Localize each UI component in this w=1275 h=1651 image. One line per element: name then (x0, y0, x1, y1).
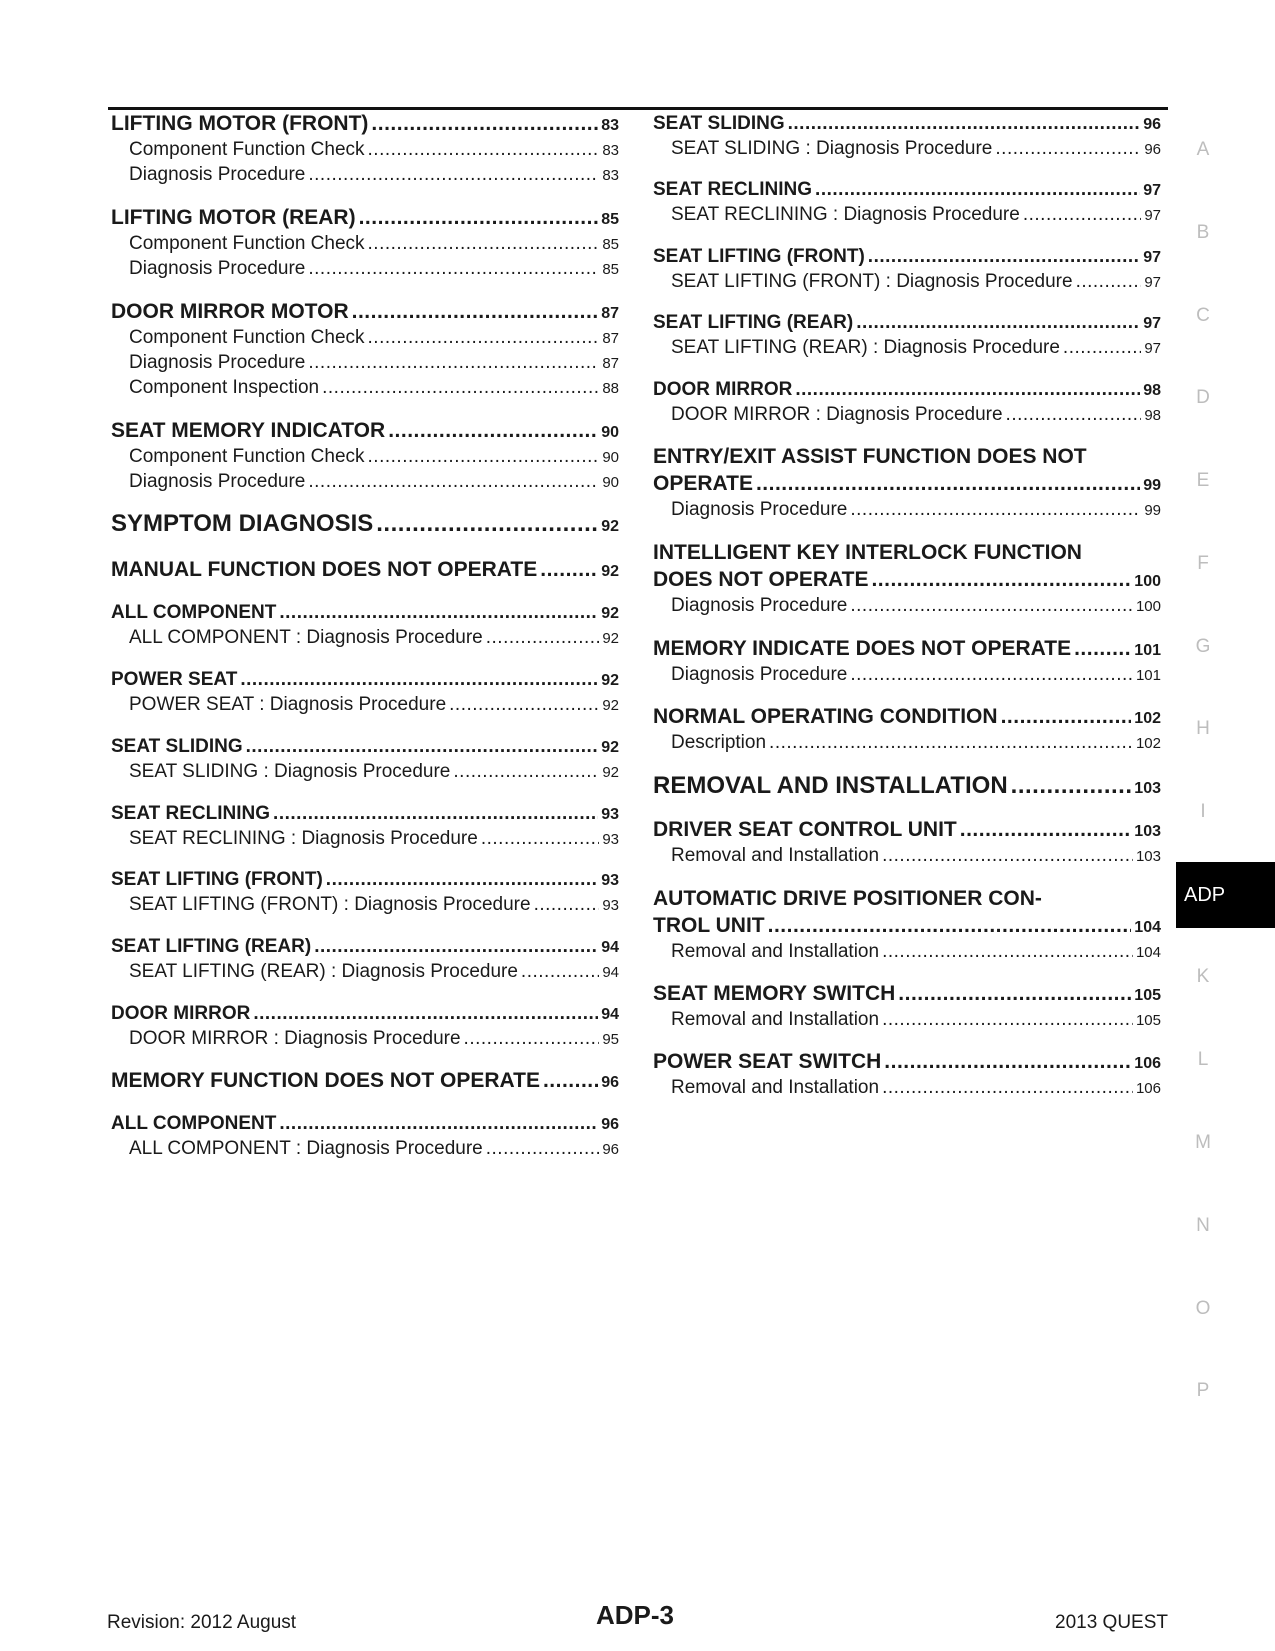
footer-model: 2013 QUEST (1055, 1612, 1168, 1633)
toc-entry[interactable]: DOOR MIRROR ..... 98 (653, 379, 1161, 401)
toc-subentry[interactable]: SEAT LIFTING (FRONT) : Diagnosis Procedure ..... 93 (111, 894, 619, 916)
toc-entry[interactable]: TROL UNIT ..... 104 (653, 914, 1161, 938)
toc-subentry[interactable]: SEAT LIFTING (REAR) : Diagnosis Procedure ..... 94 (111, 961, 619, 983)
side-index-letter[interactable]: A (1196, 139, 1210, 160)
side-index-letter[interactable]: F (1197, 553, 1209, 574)
toc-subentry[interactable]: Removal and Installation ..... 105 (653, 1009, 1161, 1031)
toc-subentry[interactable]: Removal and Installation ..... 106 (653, 1077, 1161, 1099)
toc-subentry[interactable]: SEAT LIFTING (FRONT) : Diagnosis Procedure ..... 97 (653, 271, 1161, 293)
side-index-letter[interactable]: P (1196, 1380, 1210, 1401)
toc-subentry[interactable]: Removal and Installation ..... 103 (653, 845, 1161, 867)
side-index-letter[interactable]: B (1196, 222, 1210, 243)
toc-subentry[interactable]: Diagnosis Procedure ..... 85 (111, 258, 619, 280)
toc-entry[interactable]: OPERATE ..... 99 (653, 472, 1161, 496)
toc-entry[interactable]: MEMORY FUNCTION DOES NOT OPERATE ..... 96 (111, 1069, 619, 1093)
toc-subentry[interactable]: Component Function Check ..... 90 (111, 446, 619, 468)
side-index-letter[interactable]: H (1196, 718, 1210, 739)
toc-subentry[interactable]: Component Function Check ..... 87 (111, 327, 619, 349)
toc-subentry[interactable]: Diagnosis Procedure ..... 87 (111, 352, 619, 374)
toc-subentry[interactable]: Description ..... 102 (653, 732, 1161, 754)
toc-entry[interactable]: LIFTING MOTOR (FRONT) ..... 83 (111, 112, 619, 136)
toc-entry[interactable]: SEAT MEMORY INDICATOR ..... 90 (111, 419, 619, 443)
toc-subentry[interactable]: Diagnosis Procedure ..... 100 (653, 595, 1161, 617)
toc-entry[interactable]: MANUAL FUNCTION DOES NOT OPERATE ..... 92 (111, 558, 619, 582)
toc-subentry[interactable]: Removal and Installation ..... 104 (653, 941, 1161, 963)
toc-entry[interactable]: POWER SEAT ..... 92 (111, 669, 619, 691)
toc-entry[interactable]: SEAT LIFTING (REAR) ..... 97 (653, 312, 1161, 334)
toc-entry[interactable]: NORMAL OPERATING CONDITION ..... 102 (653, 705, 1161, 729)
toc-subentry[interactable]: Diagnosis Procedure ..... 99 (653, 499, 1161, 521)
toc-subentry[interactable]: SEAT LIFTING (REAR) : Diagnosis Procedure ..... 97 (653, 337, 1161, 359)
toc-subentry[interactable]: DOOR MIRROR : Diagnosis Procedure ..... 98 (653, 404, 1161, 426)
toc-entry[interactable]: DRIVER SEAT CONTROL UNIT ..... 103 (653, 818, 1161, 842)
toc-entry[interactable]: SEAT RECLINING ..... 97 (653, 179, 1161, 201)
toc-entry[interactable]: SEAT SLIDING ..... 96 (653, 113, 1161, 135)
toc-subentry[interactable]: DOOR MIRROR : Diagnosis Procedure ..... 95 (111, 1028, 619, 1050)
toc-entry-title-line: AUTOMATIC DRIVE POSITIONER CON- (653, 887, 1042, 910)
side-index-letter[interactable]: N (1196, 1215, 1210, 1236)
toc-subentry[interactable]: Diagnosis Procedure ..... 101 (653, 664, 1161, 686)
toc-section[interactable]: REMOVAL AND INSTALLATION ..... 103 (653, 772, 1161, 800)
toc-entry[interactable]: SEAT LIFTING (FRONT) ..... 97 (653, 246, 1161, 268)
toc-entry[interactable]: SEAT LIFTING (FRONT) ..... 93 (111, 869, 619, 891)
toc-entry-title-line: ENTRY/EXIT ASSIST FUNCTION DOES NOT (653, 445, 1087, 468)
footer-page-id: ADP-3 (596, 1600, 675, 1630)
side-index-active-tab[interactable]: ADP (1176, 862, 1275, 928)
top-rule (108, 107, 1168, 110)
toc-subentry[interactable]: Component Function Check ..... 85 (111, 233, 619, 255)
toc-subentry[interactable]: SEAT SLIDING : Diagnosis Procedure ..... 92 (111, 761, 619, 783)
toc-entry[interactable]: SEAT LIFTING (REAR) ..... 94 (111, 936, 619, 958)
side-index-letter[interactable]: C (1196, 305, 1210, 326)
toc-subentry[interactable]: SEAT RECLINING : Diagnosis Procedure ..... 93 (111, 828, 619, 850)
side-index-letter[interactable]: M (1195, 1132, 1211, 1153)
toc-entry[interactable]: MEMORY INDICATE DOES NOT OPERATE ..... 101 (653, 637, 1161, 661)
toc-entry[interactable]: ALL COMPONENT ..... 96 (111, 1113, 619, 1135)
toc-subentry[interactable]: SEAT RECLINING : Diagnosis Procedure ..... 97 (653, 204, 1161, 226)
side-index-letter[interactable]: I (1200, 801, 1206, 822)
toc-section[interactable]: SYMPTOM DIAGNOSIS ..... 92 (111, 510, 619, 538)
toc-subentry[interactable]: Diagnosis Procedure ..... 90 (111, 471, 619, 493)
toc-entry[interactable]: POWER SEAT SWITCH ..... 106 (653, 1050, 1161, 1074)
toc-entry[interactable]: DOOR MIRROR ..... 94 (111, 1003, 619, 1025)
toc-subentry[interactable]: SEAT SLIDING : Diagnosis Procedure ..... 96 (653, 138, 1161, 160)
side-index-letter[interactable]: K (1196, 966, 1210, 987)
side-index-letter[interactable]: E (1196, 470, 1210, 491)
side-index-letter[interactable]: L (1197, 1049, 1209, 1070)
toc-entry-title-line: INTELLIGENT KEY INTERLOCK FUNCTION (653, 541, 1082, 564)
side-index-letter[interactable]: D (1196, 387, 1210, 408)
toc-entry[interactable]: SEAT SLIDING ..... 92 (111, 736, 619, 758)
toc-entry[interactable]: LIFTING MOTOR (REAR) ..... 85 (111, 206, 619, 230)
toc-subentry[interactable]: ALL COMPONENT : Diagnosis Procedure ..... 92 (111, 627, 619, 649)
toc-entry[interactable]: DOES NOT OPERATE ..... 100 (653, 568, 1161, 592)
toc-entry[interactable]: SEAT RECLINING ..... 93 (111, 803, 619, 825)
toc-subentry[interactable]: POWER SEAT : Diagnosis Procedure ..... 92 (111, 694, 619, 716)
toc-entry[interactable]: DOOR MIRROR MOTOR ..... 87 (111, 300, 619, 324)
toc-subentry[interactable]: ALL COMPONENT : Diagnosis Procedure ..... 96 (111, 1138, 619, 1160)
footer-revision: Revision: 2012 August (107, 1612, 297, 1633)
toc-subentry[interactable]: Component Inspection ..... 88 (111, 377, 619, 399)
toc-subentry[interactable]: Component Function Check ..... 83 (111, 139, 619, 161)
toc-subentry[interactable]: Diagnosis Procedure ..... 83 (111, 164, 619, 186)
side-index-letter[interactable]: O (1195, 1298, 1211, 1319)
toc-entry[interactable]: SEAT MEMORY SWITCH ..... 105 (653, 982, 1161, 1006)
side-index-letter[interactable]: G (1195, 636, 1211, 657)
toc-entry[interactable]: ALL COMPONENT ..... 92 (111, 602, 619, 624)
